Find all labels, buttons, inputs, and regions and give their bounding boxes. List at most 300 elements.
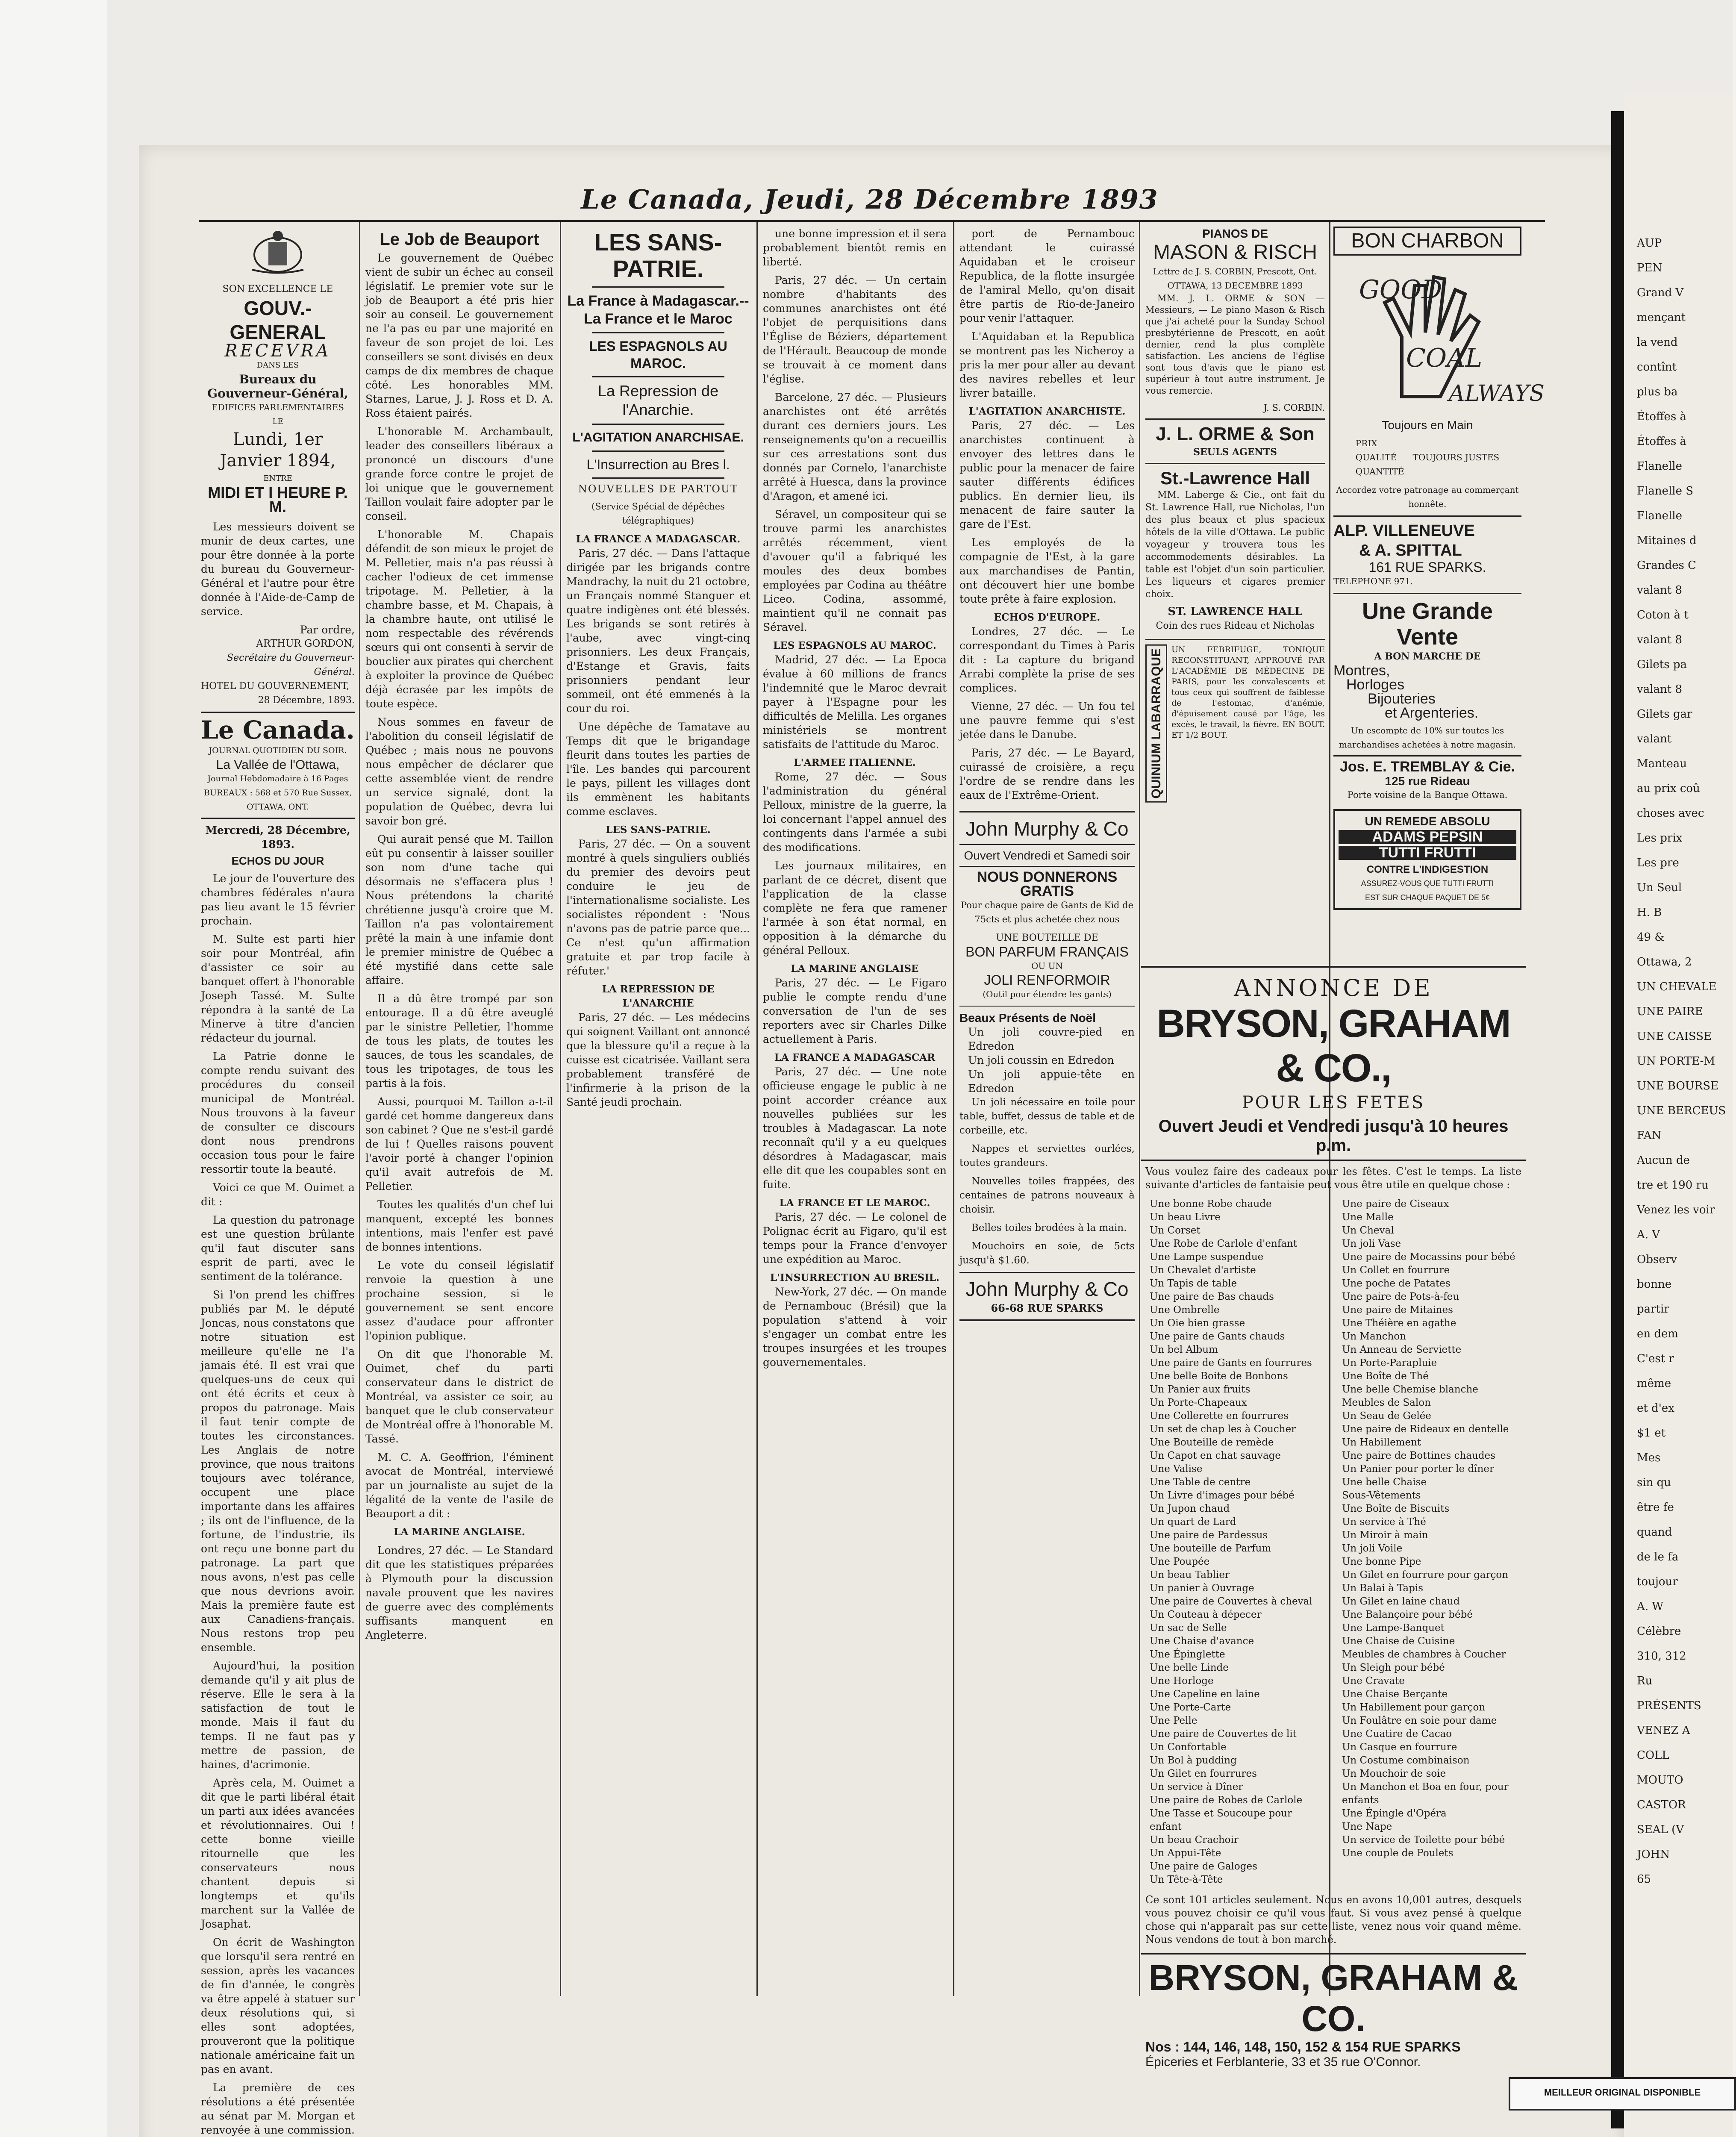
ad-text: MM. J. L. ORME & SON — Messieurs, — Le piano Mason & Risch que j'ai acheté pour la Sunday School presbytérienne de Prescott, en août dernier, rend la plus complète satisfaction. Les anciens de l'église sont tous d'avis que le piano est supérieur à tout autre instrument. Je vous remercie. bbox=[1145, 293, 1325, 396]
coal-tag: TOUJOURS JUSTES bbox=[1412, 452, 1500, 462]
column-4 bbox=[763, 227, 947, 2000]
paragraph: Le vote du conseil législatif renvoie la question à une prochaine session, si le gouvernement se sent encore assez d'audace pour affronter l'opinion publique. bbox=[365, 1259, 553, 1342]
quality-banner: MEILLEUR ORIGINAL DISPONIBLE bbox=[1509, 2077, 1736, 2111]
coal-script-word: ALWAYS bbox=[1449, 381, 1545, 406]
edge-text: partir bbox=[1637, 1303, 1669, 1316]
gift-item: Un Manchon bbox=[1342, 1331, 1406, 1342]
paragraph: L'honorable M. Archambault, leader des conseillers libéraux a prononcé un discours d'une grande force contre le projet de loi unique que le gouvernement Taillon voulait faire adopter par le conseil. bbox=[365, 425, 553, 522]
gift-item: Un Appui-Tête bbox=[1150, 1848, 1221, 1859]
subheading: LA REPRESSION DE L'ANARCHIE bbox=[602, 983, 715, 1009]
ad-brand: ALP. VILLENEUVE bbox=[1333, 522, 1475, 540]
paragraph: Séravel, un compositeur qui se trouve parmi les anarchistes arrêtés récemment, vient d'avouer qu'il a fabriqué les moules des deux bombes employées par Codina au théâtre Liceo. Codina, assommé, maintient qu'il ne connait pas Séravel. bbox=[763, 508, 947, 633]
paragraph: Aussi, pourquoi M. Taillon a-t-il gardé cet homme dangereux dans son cabinet ? Que ne s'est-il gardé de lui ! Quelles raisons pouvent l'avoir porté à changer l'opinion qu'il avait autrefois de M. Pelletier. bbox=[365, 1095, 553, 1192]
edge-text: contînt bbox=[1637, 361, 1677, 374]
edge-text: et d'ex bbox=[1637, 1402, 1674, 1415]
gift-item: Une Valise bbox=[1150, 1463, 1203, 1475]
paragraph: Londres, 27 déc. — Le Standard dit que les statistiques préparées à Plymouth pour la discussion navale prouvent que les navires de guerre avec des compléments suffisants manquent en Angleterre. bbox=[365, 1544, 553, 1641]
masthead-line: Journal Hebdomadaire à 16 Pages bbox=[207, 774, 348, 783]
edge-text: Ottawa, 2 bbox=[1637, 956, 1692, 968]
headline: LES ESPAGNOLS AU MAROC. bbox=[589, 339, 727, 371]
column-divider bbox=[1139, 222, 1140, 1996]
signature-title: Secrétaire du Gouverneur-Général. bbox=[227, 653, 355, 677]
gift-item: Une paire de Rideaux en dentelle bbox=[1342, 1424, 1509, 1435]
ad-line: CONTRE L'INDIGESTION bbox=[1366, 864, 1489, 875]
gift-item: Une paire de Gants chauds bbox=[1150, 1331, 1285, 1342]
gift-item: Un Capot en chat sauvage bbox=[1150, 1450, 1281, 1461]
subheading: L'AGITATION ANARCHISTE. bbox=[968, 406, 1126, 417]
edge-text: Grandes C bbox=[1637, 559, 1696, 572]
masthead-box bbox=[201, 712, 355, 819]
gift-list bbox=[1141, 1198, 1526, 1887]
gift-item: Une paire de Galoges bbox=[1150, 1861, 1257, 1872]
ad-line: Lettre de J. S. CORBIN, Prescott, Ont. bbox=[1153, 266, 1317, 277]
paragraph: Aujourd'hui, la position demande qu'il y ait plus de réserve. Elle le sera à la satisfaction de tout le monde. Mais il faut du temps. Il ne faut pas y mettre de passion, de haines, d'acrimonie. bbox=[201, 1660, 355, 1771]
ad-item: Un joli couvre-pied en Edredon bbox=[968, 1026, 1135, 1052]
ad-brand: BRYSON, GRAHAM & CO. bbox=[1148, 1957, 1518, 2039]
gift-item: Une Balançoire pour bébé bbox=[1342, 1609, 1473, 1620]
column-divider bbox=[756, 222, 758, 1996]
gift-item: Une paire de Couvertes à cheval bbox=[1150, 1596, 1312, 1607]
ad-line: OU UN bbox=[1031, 961, 1063, 971]
gift-item: Une Nape bbox=[1342, 1821, 1392, 1832]
gift-item: Une Horloge bbox=[1150, 1675, 1214, 1687]
gift-item: Une Ombrelle bbox=[1150, 1304, 1220, 1316]
ad-line: Ouvert Jeudi et Vendredi jusqu'à 10 heures p.m. bbox=[1158, 1117, 1509, 1155]
paragraph: Barcelone, 27 déc. — Plusieurs anarchistes ont été arrêtés durant ces derniers jours. Les renseignements qu'on a recueillis sur ces arrestations sont dus donnés par Cornelo, l'anarchiste arrêté à Huesca, dans la province d'Aragon, et amené ici. bbox=[763, 391, 947, 502]
gift-item: Un quart de Lard bbox=[1150, 1516, 1236, 1528]
proclamation-date: Lundi, 1er Janvier 1894, bbox=[220, 430, 336, 471]
ad-address: 161 RUE SPARKS. bbox=[1368, 559, 1486, 575]
gift-item: Une paire de Bottines chaudes bbox=[1342, 1450, 1495, 1461]
edge-text: VENEZ A bbox=[1637, 1724, 1690, 1737]
ad-heading: Beaux Présents de Noël bbox=[959, 1011, 1096, 1024]
left-margin bbox=[0, 0, 107, 2137]
paragraph: Paris, 27 déc. — Le colonel de Polignac écrit au Figaro, qu'il est temps pour la France d'envoyer une expédition au Maroc. bbox=[763, 1211, 947, 1266]
ad-brand: QUINIUM LABARRAQUE bbox=[1145, 645, 1167, 803]
column-divider bbox=[560, 222, 561, 1996]
gift-item: Une Boîte de Biscuits bbox=[1342, 1503, 1450, 1514]
gift-item: Un bel Album bbox=[1150, 1344, 1218, 1355]
ad-brand: John Murphy & Co bbox=[965, 1278, 1129, 1300]
ad-address: 66-68 RUE SPARKS bbox=[991, 1302, 1103, 1314]
paragraph: Le gouvernement de Québec vient de subir un échec au conseil législatif. Le premier vote sur le job de Beauport a été pris hier soir au conseil. Le gouvernement ne l'a pas eu par une majorité en faveur de son projet de loi. Les conseillers se sont divisés en deux camps de dix membres de chaque côté. Les honorables MM. Starnes, Larue, J. J. Ross et D. A. Ross étaient pairés. bbox=[365, 252, 553, 419]
paragraph: Paris, 27 déc. — On a souvent montré à quels singuliers oubliés du premier des devoirs peut conduire le jeu de l'internationalisme socialiste. Les socialistes répondent : 'Nous n'avons pas de patrie parce que... Ce n'est qu'un affirmation gratuite et par trop facile à réfuter.' bbox=[566, 838, 750, 977]
edge-text: Étoffes à bbox=[1637, 435, 1687, 448]
edge-text: JOHN bbox=[1637, 1848, 1670, 1861]
masthead-line: La Vallée de l'Ottawa, bbox=[216, 758, 340, 772]
edge-text: Gilets gar bbox=[1637, 708, 1692, 721]
paragraph: Toutes les qualités d'un chef lui manquent, excepté les bonnes intentions, mais l'enfer est pavé de bonnes intentions. bbox=[365, 1198, 553, 1253]
ad-text: Vous voulez faire des cadeaux pour les fêtes. C'est le temps. La liste suivante d'articles de fantaisie peut vous être utile en quelque chose : bbox=[1145, 1166, 1521, 1191]
edge-text: UNE CAISSE bbox=[1637, 1030, 1712, 1043]
edge-text: PEN bbox=[1637, 262, 1662, 274]
edge-text: bonne bbox=[1637, 1278, 1672, 1291]
ad-brand: J. L. ORME & Son bbox=[1156, 424, 1315, 444]
edge-text: CASTOR bbox=[1637, 1798, 1686, 1811]
ad-line: ASSUREZ-VOUS QUE TUTTI FRUTTI bbox=[1361, 879, 1494, 888]
ad-brand: BRYSON, GRAHAM & CO., bbox=[1156, 1002, 1510, 1090]
ad-line: Porte voisine de la Banque Ottawa. bbox=[1347, 790, 1508, 800]
gift-item: Un joli Vase bbox=[1342, 1238, 1401, 1249]
section-title: ECHOS DU JOUR bbox=[231, 854, 324, 867]
column-1 bbox=[201, 227, 355, 2136]
proclamation-title: GOUV.-GENERAL bbox=[230, 297, 326, 343]
gift-item: Une Lampe-Banquet bbox=[1342, 1622, 1445, 1634]
column-2 bbox=[365, 227, 553, 2000]
gift-item: Une Cravate bbox=[1342, 1675, 1405, 1687]
edge-text: C'est r bbox=[1637, 1352, 1674, 1365]
edge-text: Aucun de bbox=[1637, 1154, 1690, 1167]
gift-item: Un Jupon chaud bbox=[1150, 1503, 1230, 1514]
coal-subtitle: Toujours en Main bbox=[1382, 418, 1473, 432]
paragraph: On dit que l'honorable M. Ouimet, chef du parti conservateur dans le district de Montréal, va assister ce soir, au banquet que le club conservateur de Montréal offre à l'honorable M. Tassé. bbox=[365, 1348, 553, 1445]
gift-item: Un Miroir à main bbox=[1342, 1530, 1428, 1541]
gift-item: Un Habillement bbox=[1342, 1437, 1421, 1448]
proclamation-line: Bureaux du Gouverneur-Général, bbox=[207, 372, 348, 400]
section-label: NOUVELLES DE PARTOUT bbox=[578, 483, 739, 495]
gift-item: Une Cuatire de Cacao bbox=[1342, 1728, 1452, 1740]
next-page-text bbox=[1637, 231, 1731, 1898]
masthead-title: Le Canada. bbox=[201, 715, 355, 745]
paragraph: Paris, 27 déc. — Un certain nombre d'habitants des communes anarchistes ont été l'objet de perquisitions dans l'Église de Béziers, département de l'Hérault. Beaucoup de monde se trouvait à ce moment dans l'église. bbox=[763, 274, 947, 385]
gift-item: Un joli Voile bbox=[1342, 1543, 1403, 1554]
hall-title: St.-Lawrence Hall bbox=[1160, 468, 1310, 488]
ad-line: NOUS DONNERONS GRATIS bbox=[977, 869, 1118, 899]
edge-text: UNE BOURSE bbox=[1637, 1080, 1719, 1092]
gift-item: Un set de chap les à Coucher bbox=[1150, 1424, 1296, 1435]
gift-item: Une couple de Poulets bbox=[1342, 1848, 1454, 1859]
edge-text: H. B bbox=[1637, 906, 1662, 919]
proclamation-line: SON EXCELLENCE LE bbox=[222, 284, 333, 294]
headline: L'AGITATION ANARCHISAE. bbox=[572, 430, 744, 444]
gift-item: Une belle Chemise blanche bbox=[1342, 1384, 1478, 1395]
gift-list-left bbox=[1150, 1198, 1325, 1887]
ad-line: Coin des rues Rideau et Nicholas bbox=[1156, 621, 1315, 631]
edge-text: plus ba bbox=[1637, 386, 1678, 398]
page-header bbox=[199, 184, 1541, 222]
coat-of-arms bbox=[201, 229, 355, 280]
gift-item: Une paire de Mitaines bbox=[1342, 1304, 1453, 1316]
edge-text: COLL bbox=[1637, 1749, 1669, 1762]
coal-tag: PRIX bbox=[1355, 438, 1377, 448]
paragraph: Qui aurait pensé que M. Taillon eût pu consentir à laisser souiller son nom d'une tache qui désormais ne s'effacera plus ! Nous prétendons la charité chrétienne jusqu'à croire que M. Taillon n'a pas volontairement prêté la main à une infamie dont le premier ministre de Québec a été mystifié dans cette sale affaire. bbox=[365, 833, 553, 986]
ad-text: Accordez votre patronage au commerçant honnête. bbox=[1336, 485, 1519, 509]
edge-text: A. W bbox=[1637, 1600, 1664, 1613]
gift-item: Un Cheval bbox=[1342, 1225, 1394, 1236]
gift-list-right bbox=[1342, 1198, 1517, 1887]
edge-text: tre et 190 ru bbox=[1637, 1179, 1709, 1192]
paragraph: Si l'on prend les chiffres publiés par M. le député Joncas, nous constatons que notre situation est meilleure qu'elle ne l'a jamais été. Il est vrai que quelques-uns de ceux qui ont été écrits et ceux à propos du patronage. Mais il faut tenir compte de toutes les circonstances. Les Anglais de notre province, que nous traitons toujours avec tolérance, occupent une place importante dans les affaires ; ils ont de l'influence, de la fortune, de l'industrie, ils ont reçu une bonne part du patronage. La part que nous avons, n'est pas celle que nous devrions avoir. Mais la première faute est aux Canadiens-français. Nous restons trop peu ensemble. bbox=[201, 1289, 355, 1654]
paragraph: Paris, 27 déc. — Dans l'attaque dirigée par les brigands contre Mandrachy, la nuit du 21 octobre, un Français nommé Stanguer et quatre indigènes ont été blessés. Les brigands se sont retirés à l'aube, avec vingt-cinq prisonniers. Les deux Français, d'Estange et Gravis, faits prisonniers pendant leur sommeil, ont été emmenés à la cour du roi. bbox=[566, 547, 750, 715]
gift-item: Une Théière en agathe bbox=[1342, 1318, 1456, 1329]
edge-text: Mes bbox=[1637, 1451, 1661, 1464]
gift-item: Une Porte-Carte bbox=[1150, 1702, 1231, 1713]
edge-text: la vend bbox=[1637, 336, 1678, 349]
gift-item: Une bonne Robe chaude bbox=[1150, 1198, 1272, 1210]
paragraph: Il a dû être trompé par son entourage. Il a dû être aveuglé par le sinistre Pelletier, l'homme de tous les plats, de toutes les sauces, de tous les scandales, de tous les tripotages, de tous les partis à la fois. bbox=[365, 992, 553, 1089]
ad-line: TELEPHONE 971. bbox=[1333, 576, 1413, 586]
ad-line: Montres, bbox=[1333, 662, 1390, 679]
edge-text: PRÉSENTS bbox=[1637, 1699, 1701, 1712]
proclamation-line: DANS LES bbox=[256, 361, 299, 370]
ad-text: Un escompte de 10% sur toutes les marchandises achetées à notre magasin. bbox=[1339, 725, 1516, 750]
gift-item: Une belle Boite de Bonbons bbox=[1150, 1371, 1288, 1382]
ad-text: Nappes et serviettes ourlées, toutes grandeurs. bbox=[959, 1143, 1135, 1169]
headline: La France à Madagascar.-- La France et le Maroc bbox=[567, 293, 749, 327]
gift-item: Une Pelle bbox=[1150, 1715, 1198, 1726]
column-3 bbox=[566, 227, 750, 2000]
ad-line: EST SUR CHAQUE PAQUET DE 5¢ bbox=[1365, 893, 1490, 902]
edge-text: 49 & bbox=[1637, 931, 1665, 944]
article-title: LES SANS-PATRIE. bbox=[594, 229, 722, 282]
edge-text: Étoffes à bbox=[1637, 410, 1687, 423]
gift-item: Une Malle bbox=[1342, 1212, 1394, 1223]
paragraph: La première de ces résolutions a été présentée au sénat par M. Morgan et renvoyée à une commission. bbox=[201, 2081, 355, 2136]
proclamation-line: ENTRE bbox=[263, 474, 292, 483]
ad-line: OTTAWA, 13 DECEMBRE 1893 bbox=[1167, 280, 1303, 291]
subheading: LA MARINE ANGLAISE bbox=[791, 963, 919, 974]
dateline: HOTEL DU GOUVERNEMENT, bbox=[201, 681, 349, 692]
gift-item: Un Corset bbox=[1150, 1225, 1200, 1236]
paragraph: L'Aquidaban et la Republica se montrent pas les Nicheroy a pris la mer pour aller au devant des navires rebelles et leur livrer bataille. bbox=[959, 330, 1135, 399]
paragraph: Le jour de l'ouverture des chambres fédérales n'aura pas lieu avant le 15 février prochain. bbox=[201, 872, 355, 927]
subheading: LES ESPAGNOLS AU MAROC. bbox=[773, 640, 936, 651]
proclamation-line: LE bbox=[272, 417, 283, 426]
edge-text: même bbox=[1637, 1377, 1671, 1390]
gift-item: Un Panier aux fruits bbox=[1150, 1384, 1251, 1395]
ad-item: Un joli appuie-tête en Edredon bbox=[968, 1068, 1135, 1095]
paragraph: Après cela, M. Ouimet a dit que le parti libéral était un parti aux idées avancées et révolutionnaires. Oui ! cette bonne vieille ritournelle que les conservateurs nous chantent depuis si longtemps et qu'ils marchent sur la Vallée de Josaphat. bbox=[201, 1777, 355, 1930]
edge-text: être fe bbox=[1637, 1501, 1674, 1514]
coal-tags bbox=[1333, 436, 1521, 479]
edge-text: Manteau bbox=[1637, 757, 1687, 770]
gift-item: Un Gilet en fourrures bbox=[1150, 1768, 1257, 1779]
gift-item: Un service à Dîner bbox=[1150, 1781, 1243, 1793]
ad-brand: MASON & RISCH bbox=[1153, 241, 1318, 264]
edge-text: valant 8 bbox=[1637, 633, 1683, 646]
gift-item: Une belle Chaise bbox=[1342, 1477, 1427, 1488]
gift-item: Un Gilet en fourrure pour garçon bbox=[1342, 1569, 1509, 1581]
coal-tag: QUANTITÉ bbox=[1355, 466, 1404, 477]
gift-item: Une Épingle d'Opéra bbox=[1342, 1808, 1447, 1819]
ad-text: UN FEBRIFUGE, TONIQUE RECONSTITUANT, APPROUVÉ PAR L'ACADÉMIE DE MÉDECINE DE PARIS, pour les convalescents et tous ceux qui souffrent de faiblesse de l'estomac, d'anémie, d'épuisement causé par l'âge, les excès, le travail, la fièvre. EN BOUT. ET 1/2 BOUT. bbox=[1171, 645, 1325, 740]
gift-item: Un Bol à pudding bbox=[1150, 1755, 1237, 1766]
masthead-line: JOURNAL QUOTIDIEN DU SOIR. bbox=[209, 746, 347, 755]
edge-text: mençant bbox=[1637, 311, 1686, 324]
edge-text: choses avec bbox=[1637, 807, 1704, 820]
edge-text: au prix coû bbox=[1637, 782, 1700, 795]
gift-item: Un Confortable bbox=[1150, 1742, 1227, 1753]
edge-text: quand bbox=[1637, 1526, 1672, 1539]
header-rule bbox=[199, 220, 1545, 222]
paragraph: Une dépêche de Tamatave au Temps dit que le brigandage fleurit dans toutes les parties de l'île. Les bandes qui parcourent le pays, pillent les villages dont ils emmènent les habitants comme esclaves. bbox=[566, 721, 750, 818]
ad-line: Bijouteries bbox=[1368, 691, 1436, 707]
subheading: LA FRANCE ET LE MAROC. bbox=[779, 1197, 930, 1209]
paragraph: La question du patronage est une question brûlante qu'il faut discuter sans esprit de parti, avec le sentiment de la tolérance. bbox=[201, 1214, 355, 1283]
edge-text: Célèbre bbox=[1637, 1625, 1681, 1638]
edge-text: 65 bbox=[1637, 1873, 1651, 1886]
edge-text: 310, 312 bbox=[1637, 1650, 1686, 1663]
edge-text: valant bbox=[1637, 733, 1672, 745]
edge-text: sin qu bbox=[1637, 1476, 1671, 1489]
gift-item: Une Robe de Carlole d'enfant bbox=[1150, 1238, 1298, 1249]
ad-line: UN REMEDE ABSOLU bbox=[1365, 815, 1490, 828]
gift-item: Une Capeline en laine bbox=[1150, 1689, 1260, 1700]
gift-item: Meubles de chambres à Coucher bbox=[1342, 1649, 1506, 1660]
ad-address: 125 rue Rideau bbox=[1385, 774, 1470, 788]
ad-line: ST. LAWRENCE HALL bbox=[1168, 605, 1303, 618]
edge-text: Grand V bbox=[1637, 286, 1684, 299]
edge-text: SEAL (V bbox=[1637, 1823, 1684, 1836]
gift-item: Un Collet en fourrure bbox=[1342, 1265, 1450, 1276]
gift-item: Un panier à Ouvrage bbox=[1150, 1583, 1254, 1594]
ad-text: Un joli nécessaire en toile pour table, buffet, dessus de table et de corbeille, etc. bbox=[959, 1097, 1135, 1136]
ad-line: UNE BOUTEILLE DE bbox=[996, 933, 1098, 943]
ad-text: MM. Laberge & Cie., ont fait du St. Lawrence Hall, rue Nicholas, l'un des plus beaux et plus spacieux hôtels de la ville d'Ottawa. Le public voyageur y trouvera tous les accommodements désirables. La table est l'objet d'un soin particulier. Les liqueurs et cigares premier choix. bbox=[1145, 490, 1325, 600]
gift-item: Une Chaise Berçante bbox=[1342, 1689, 1448, 1700]
edge-text: UNE PAIRE bbox=[1637, 1005, 1703, 1018]
issue-date: Mercredi, 28 Décembre, 1893. bbox=[205, 824, 350, 851]
gift-item: Un Manchon et Boa en four, pour enfants bbox=[1342, 1781, 1509, 1806]
ad-item: Un joli coussin en Edredon bbox=[968, 1054, 1114, 1066]
gift-item: Une paire de Couvertes de lit bbox=[1150, 1728, 1297, 1740]
ad-line: JOLI RENFORMOIR bbox=[984, 972, 1110, 988]
ad-line: et Argenteries. bbox=[1385, 705, 1479, 721]
gift-item: Un sac de Selle bbox=[1150, 1622, 1227, 1634]
gift-item: Meubles de Salon bbox=[1342, 1397, 1431, 1408]
gift-item: Un Panier pour porter le dîner bbox=[1342, 1463, 1494, 1475]
coal-heading: BON CHARBON bbox=[1333, 227, 1521, 256]
ad-line: Ouvert Vendredi et Samedi soir bbox=[964, 849, 1130, 862]
gift-item: Un service à Thé bbox=[1342, 1516, 1426, 1528]
crest-icon bbox=[244, 229, 312, 276]
proclamation-time: MIDI ET I HEURE P. M. bbox=[208, 484, 348, 515]
ad-line: SEULS AGENTS bbox=[1193, 447, 1277, 458]
ad-text: Mouchoirs en soie, de 5cts jusqu'à $1.60. bbox=[959, 1241, 1135, 1266]
ad-line: (Outil pour étendre les gants) bbox=[983, 989, 1112, 999]
ad-line: ANNONCE DE bbox=[1234, 974, 1433, 1001]
paragraph: Paris, 27 déc. — Une note officieuse engage le public à ne point accorder créance aux nouvelles publiées sur les troubles à Madagascar. La note reconnaît qu'il y a eu quelques désordres à Madagascar, mais elle dit que les coupables sont en fuite. bbox=[763, 1066, 947, 1191]
column-7 bbox=[1333, 227, 1545, 970]
gift-item: Une paire de Pardessus bbox=[1150, 1530, 1268, 1541]
edge-text: UN PORTE-M bbox=[1637, 1055, 1715, 1068]
gift-item: Une Collerette en fourrures bbox=[1150, 1410, 1289, 1422]
ad-address: Nos : 144, 146, 148, 150, 152 & 154 RUE SPARKS bbox=[1145, 2039, 1461, 2055]
service-note: (Service Spécial de dépêches télégraphiques) bbox=[591, 501, 725, 526]
paragraph: Paris, 27 déc. — Le Figaro publie le compte rendu d'une conversation de l'un de ses reporters avec sir Charles Dilke actuellement à Paris. bbox=[763, 977, 947, 1045]
edge-text: Les prix bbox=[1637, 832, 1683, 845]
gift-item: Un Couteau à dépecer bbox=[1150, 1609, 1262, 1620]
gift-item: Un Livre d'images pour bébé bbox=[1150, 1490, 1295, 1501]
subheading: LA FRANCE A MADAGASCAR. bbox=[576, 533, 741, 545]
ad-line: Pour chaque paire de Gants de Kid de 75cts et plus achetée chez nous bbox=[960, 900, 1134, 924]
edge-text: UNE BERCEUS bbox=[1637, 1104, 1726, 1117]
ad-brand: & A. SPITTAL bbox=[1359, 542, 1462, 559]
paragraph: Vienne, 27 déc. — Un fou tel une pauvre femme qui s'est jetée dans le Danube. bbox=[959, 700, 1135, 741]
edge-text: Venez les voir bbox=[1637, 1204, 1715, 1216]
gift-item: Une Tasse et Soucoupe pour enfant bbox=[1150, 1808, 1292, 1832]
ad-brand: Jos. E. TREMBLAY & Cie. bbox=[1340, 759, 1515, 775]
gift-item: Une Chaise de Cuisine bbox=[1342, 1636, 1455, 1647]
gift-item: Un Porte-Parapluie bbox=[1342, 1357, 1437, 1369]
ad-line: POUR LES FETES bbox=[1242, 1093, 1425, 1113]
column-5 bbox=[959, 227, 1135, 2000]
paragraph: Paris, 27 déc. — Les médecins qui soignent Vaillant ont annoncé que la blessure qu'il a reçue à la cuisse est cicatrisée. Vaillant sera probablement transféré de l'infirmerie à la prison de la Santé jeudi prochain. bbox=[566, 1011, 750, 1108]
gift-item: Une paire de Ciseaux bbox=[1342, 1198, 1449, 1210]
edge-text: $1 et bbox=[1637, 1427, 1666, 1439]
coal-illustration bbox=[1342, 260, 1545, 414]
paragraph: M. Sulte est parti hier soir pour Montréal, afin d'assister ce soir au banquet offert à l'honorable Joseph Tassé. M. Sulte répondra à la santé de La Minerve à titre d'ancien rédacteur du journal. bbox=[201, 933, 355, 1044]
edge-text: Gilets pa bbox=[1637, 658, 1687, 671]
headline: La Repression de l'Anarchie. bbox=[597, 382, 719, 418]
quinium-ad bbox=[1145, 639, 1325, 803]
headline: L'Insurrection au Bres l. bbox=[586, 457, 730, 472]
paragraph: Les journaux militaires, en parlant de ce décret, disent que l'application de la classe complète ne fera que ramener l'armée à son état normal, en opposition à la démarche du général Pelloux. bbox=[763, 860, 947, 957]
edge-text: de le fa bbox=[1637, 1551, 1679, 1563]
gift-item: Une paire de Pots-à-feu bbox=[1342, 1291, 1459, 1302]
bryson-ad bbox=[1141, 966, 1526, 2069]
edge-text: Un Seul bbox=[1637, 881, 1682, 894]
ad-line: Épiceries et Ferblanterie, 33 et 35 rue O'Connor. bbox=[1145, 2055, 1421, 2069]
gift-item: Un Tapis de table bbox=[1150, 1278, 1237, 1289]
gift-item: Un Sleigh pour bébé bbox=[1342, 1662, 1445, 1673]
gift-item: Un Seau de Gelée bbox=[1342, 1410, 1431, 1422]
coal-script-word: COAL bbox=[1406, 343, 1483, 373]
gift-item: Un Chevalet d'artiste bbox=[1150, 1265, 1256, 1276]
masthead-line: OTTAWA, ONT. bbox=[247, 802, 309, 812]
signature-name: ARTHUR GORDON, bbox=[256, 638, 355, 649]
article-title: Le Job de Beauport bbox=[380, 230, 539, 249]
gift-item: Une Table de centre bbox=[1150, 1477, 1251, 1488]
subheading: L'INSURRECTION AU BRESIL. bbox=[770, 1272, 940, 1283]
edge-text: Les pre bbox=[1637, 857, 1679, 869]
edge-text: Flanelle bbox=[1637, 460, 1683, 473]
pepsin-ad bbox=[1333, 809, 1521, 910]
paragraph: L'honorable M. Chapais défendit de son mieux le projet de M. Pelletier, mais n'a pas réussi à cacher l'odieux de cet immense tripotage. M. Pelletier, à la chambre basse, et M. Chapais, à la chambre haute, ont utilisé le nom respectable des révérends sœurs qui ont consenti à servir de bouclier aux pirates qui cherchent à exploiter la province de Québec déjà écrasée par les impôts de toute espèce. bbox=[365, 528, 553, 710]
gift-item: Un Casque en fourrure bbox=[1342, 1742, 1457, 1753]
ad-brand: Une Grande Vente bbox=[1362, 598, 1493, 650]
gift-item: Une Boîte de Thé bbox=[1342, 1371, 1429, 1382]
proclamation-line: EDIFICES PARLEMENTAIRES bbox=[212, 402, 344, 412]
edge-text: FAN bbox=[1637, 1129, 1662, 1142]
ad-brand: John Murphy & Co bbox=[965, 818, 1129, 840]
orme-ad bbox=[1145, 418, 1325, 464]
gift-item: Un Tête-à-Tête bbox=[1150, 1874, 1223, 1885]
gift-item: Une belle Linde bbox=[1150, 1662, 1229, 1673]
ad-line: Horloges bbox=[1346, 677, 1405, 693]
gift-item: Un Anneau de Serviette bbox=[1342, 1344, 1462, 1355]
gift-item: Une paire de Gants en fourrures bbox=[1150, 1357, 1312, 1369]
edge-text: valant 8 bbox=[1637, 584, 1683, 597]
paragraph: Londres, 27 déc. — Le correspondant du Times à Paris dit : La capture du brigand Arrabi complète la prise de ses complices. bbox=[959, 625, 1135, 694]
gift-item: Un Gilet en laine chaud bbox=[1342, 1596, 1460, 1607]
gift-item: Un beau Livre bbox=[1150, 1212, 1221, 1223]
paragraph: port de Pernambouc attendant le cuirassé Aquidaban et le croiseur Republica, de la flotte insurgée de l'amiral Mello, qu'on disait être partis de Rio-de-Janeiro pour venir l'attaquer. bbox=[959, 227, 1135, 324]
gift-item: Une paire de Bas chauds bbox=[1150, 1291, 1274, 1302]
paragraph: Nous sommes en faveur de l'abolition du conseil législatif de Québec ; mais nous ne pouvons nous empêcher de déclarer que cette assemblée vient de rendre un service signalé, dont la population de Québec, devra lui savoir bon gré. bbox=[365, 716, 553, 827]
ad-text: Nouvelles toiles frappées, des centaines de patrons nouveaux à choisir. bbox=[959, 1176, 1135, 1215]
gift-item: Un Oie bien grasse bbox=[1150, 1318, 1245, 1329]
subheading: LA MARINE ANGLAISE. bbox=[394, 1526, 525, 1538]
paragraph: New-York, 27 déc. — On mande de Pernambouc (Brésil) que la population s'attend à voir s'engager un combat entre les troupes insurgées et les troupes gouvernementales. bbox=[763, 1286, 947, 1369]
gift-item: Un Foulâtre en soie pour dame bbox=[1342, 1715, 1497, 1726]
edge-text: valant 8 bbox=[1637, 683, 1683, 696]
gift-item: Une poche de Patates bbox=[1342, 1278, 1451, 1289]
edge-text: Ru bbox=[1637, 1675, 1653, 1687]
edge-text: Flanelle S bbox=[1637, 485, 1694, 497]
edge-text: Coton à t bbox=[1637, 609, 1689, 621]
ad-brand: TUTTI FRUTTI bbox=[1339, 846, 1516, 860]
